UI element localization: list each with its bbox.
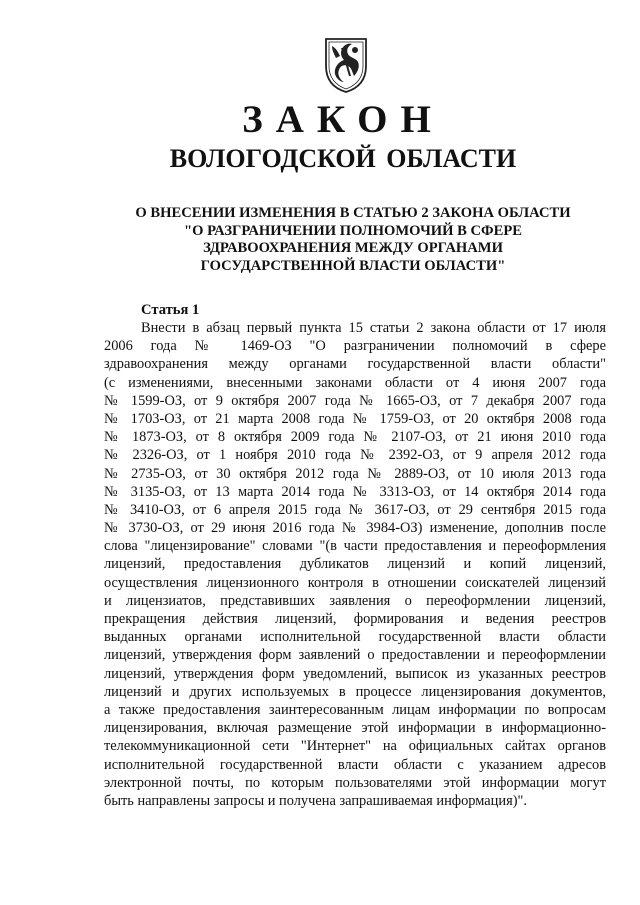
article-heading: Статья 1 (141, 302, 200, 318)
body-line: прекращения действия лицензий, формирования и ведения реестров (104, 611, 606, 627)
body-line: быть направлены запросы и получена запрашиваемая информация)". (104, 792, 527, 809)
subtitle-line: ГОСУДАРСТВЕННОЙ ВЛАСТИ ОБЛАСТИ" (200, 257, 506, 274)
body-line: телекоммуникационной сети "Интернет" на официальных сайтах органов (104, 738, 606, 755)
body-line: и лицензиатов, представивших заявления о переоформлении лицензий, (104, 592, 606, 609)
body-line: лицензий, утверждения форм уведомлений, выписок из указанных реестров (104, 665, 606, 682)
subtitle-line: "О РАЗГРАНИЧЕНИИ ПОЛНОМОЧИЙ В СФЕРЕ (184, 222, 522, 239)
body-line: исполнительной государственной власти области с указанием адресов (104, 756, 606, 773)
body-line: № 1599-ОЗ, от 9 октября 2007 года № 1665-ОЗ, от 7 декабря 2007 года (104, 392, 606, 409)
body-line: лицензий, утверждения форм заявлений о предоставлении и переоформлении (104, 647, 606, 664)
body-line: № 1873-ОЗ, от 8 октября 2009 года № 2107-ОЗ, от 21 июня 2010 года (104, 429, 606, 446)
coat-of-arms-icon (322, 36, 370, 94)
body-line: № 3410-ОЗ, от 6 апреля 2015 года № 3617-ОЗ, от 29 сентября 2015 года (104, 501, 606, 518)
body-line: Внести в абзац первый пункта 15 статьи 2 закона области от 17 июля (141, 320, 606, 336)
body-line: № 3135-ОЗ, от 13 марта 2014 года № 3313-ОЗ, от 14 октября 2014 года (104, 483, 606, 500)
body-line: лицензий и других используемых в процессе лицензирования документов, (104, 683, 606, 700)
article-body (104, 319, 606, 810)
body-line: электронной почты, по которым пользователями этой информации могут (104, 774, 606, 791)
body-line: а также предоставления заинтересованным лицам информации по вопросам (104, 701, 606, 718)
body-line: лицензий, предоставления дубликатов лицензий и копий лицензий, (104, 556, 606, 573)
region-title: ВОЛОГОДСКОЙ ОБЛАСТИ (169, 144, 517, 173)
body-line: № 2735-ОЗ, от 30 октября 2012 года № 2889-ОЗ, от 10 июля 2013 года (104, 465, 606, 482)
law-subtitle (118, 205, 588, 275)
law-title: ЗАКОН (242, 98, 444, 141)
body-line: (с изменениями, внесенными законами области от 4 июня 2007 года (104, 374, 606, 391)
subtitle-line: ЗДРАВООХРАНЕНИЯ МЕЖДУ ОРГАНАМИ (203, 240, 503, 256)
body-line: № 2326-ОЗ, от 1 ноября 2010 года № 2392-ОЗ, от 9 апреля 2012 года (104, 447, 606, 464)
body-line: лицензирования, включая размещение этой информации в информационно- (104, 720, 606, 737)
body-line: осуществления лицензионного контроля в отношении соискателей лицензий (104, 574, 606, 591)
body-line: № 1703-ОЗ, от 21 марта 2008 года № 1759-ОЗ, от 20 октября 2008 года (104, 410, 606, 427)
body-line: здравоохранения между органами государственной власти области" (104, 356, 606, 373)
body-line: 2006 года № 1469-ОЗ "О разграничении полномочий в сфере (104, 338, 606, 355)
body-line: слова "лицензирование" словами "(в части предоставления и переоформления (104, 538, 606, 555)
subtitle-line: О ВНЕСЕНИИ ИЗМЕНЕНИЯ В СТАТЬЮ 2 ЗАКОНА ОБЛАСТИ (135, 205, 571, 221)
body-line: № 3730-ОЗ, от 29 июня 2016 года № 3984-ОЗ) изменение, дополнив после (104, 520, 606, 537)
body-line: выданных органами исполнительной государственной власти области (104, 629, 606, 646)
